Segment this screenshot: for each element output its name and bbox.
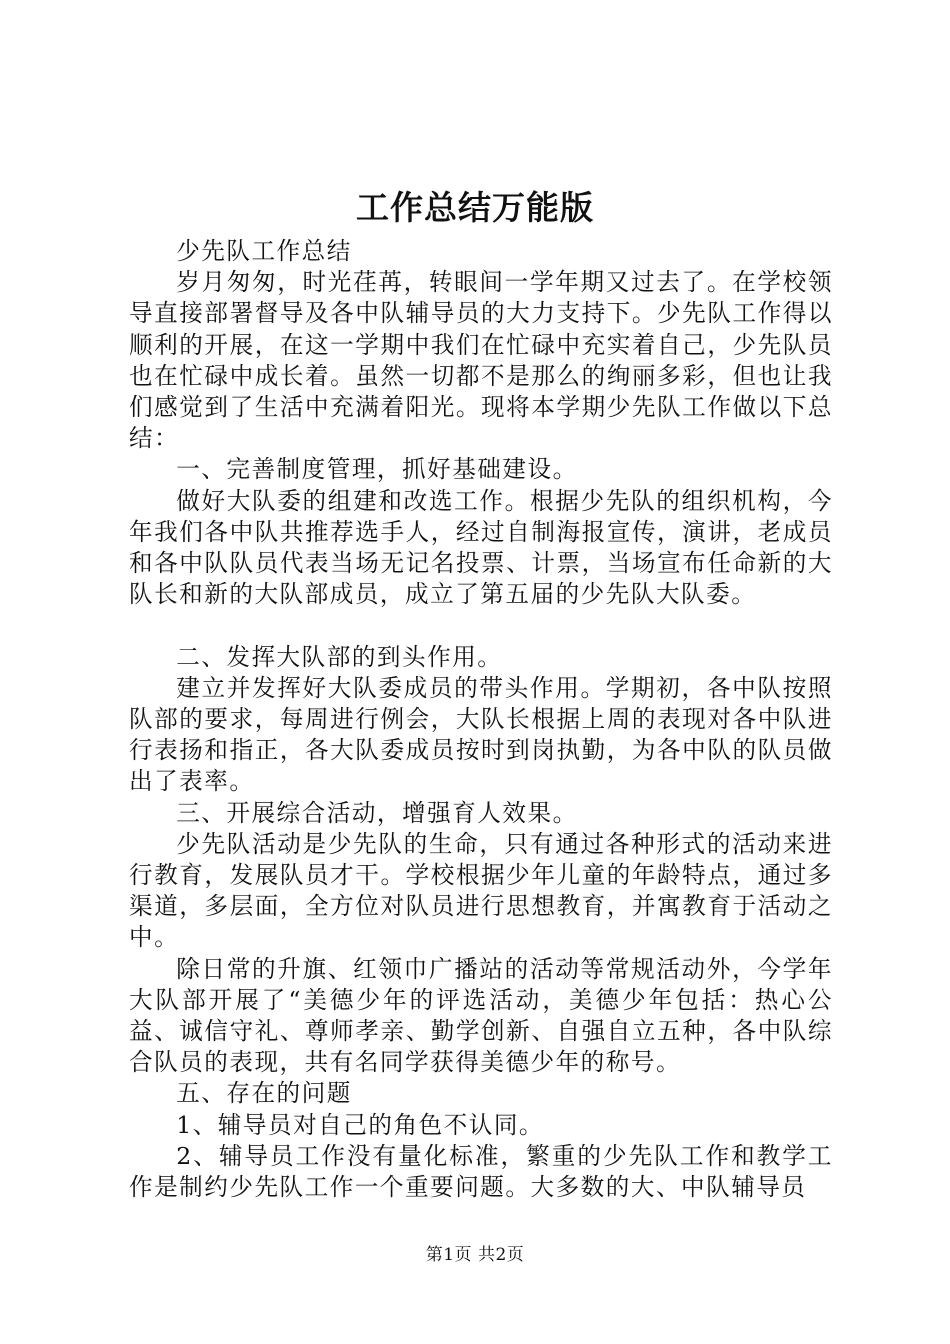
section-heading-2: 二、发挥大队部的到头作用。 <box>176 642 503 671</box>
paragraph-section-3a: 少先队活动是少先队的生命，只有通过各种形式的活动来进行教育，发展队员才干。学校根据少年儿童的年龄特点，通过多渠道，多层面，全方位对队员进行思想教育，并寓教育于活动之中。 <box>129 829 833 952</box>
document-title: 工作总结万能版 <box>356 188 594 227</box>
list-item-problem-1: 1、辅导员对自己的角色不认同。 <box>176 1110 545 1139</box>
section-heading-3: 三、开展综合活动，增强育人效果。 <box>176 798 578 827</box>
paragraph-section-2: 建立并发挥好大队委成员的带头作用。学期初，各中队按照队部的要求，每周进行例会，大队长根据上周的表现对各中队进行表扬和指正，各大队委成员按时到岗执勤，为各中队的队员做出了表率。 <box>129 673 833 796</box>
paragraph-intro: 岁月匆匆，时光荏苒，转眼间一学年期又过去了。在学校领导直接部署督导及各中队辅导员的大力支持下。少先队工作得以顺利的开展，在这一学期中我们在忙碌中充实着自己，少先队员也在忙碌中成长着。虽然一切都不是那么的绚丽多彩，但也让我们感觉到了生活中充满着阳光。现将本学期少先队工作做以下总结： <box>129 268 833 453</box>
list-item-problem-2: 2、辅导员工作没有量化标准，繁重的少先队工作和教学工作是制约少先队工作一个重要问题。大多数的大、中队辅导员 <box>129 1141 833 1202</box>
page-footer: 第1页 共2页 <box>425 1245 525 1265</box>
paragraph-section-1: 做好大队委的组建和改选工作。根据少先队的组织机构，今年我们各中队共推荐选手人，经过自制海报宣传，演讲，老成员和各中队队员代表当场无记名投票、计票，当场宣布任命新的大队长和新的大队部成员，成立了第五届的少先队大队委。 <box>129 486 833 609</box>
document-body <box>129 236 833 1203</box>
section-heading-5: 五、存在的问题 <box>176 1079 352 1108</box>
paragraph-section-3b: 除日常的升旗、红领巾广播站的活动等常规活动外，今学年大队部开展了“美德少年的评选活动，美德少年包括：热心公益、诚信守礼、尊师孝亲、勤学创新、自强自立五种，各中队综合队员的表现，共有名同学获得美德少年的称号。 <box>129 954 833 1077</box>
paragraph-subtitle: 少先队工作总结 <box>176 237 352 265</box>
section-heading-1: 一、完善制度管理，抓好基础建设。 <box>176 455 578 484</box>
